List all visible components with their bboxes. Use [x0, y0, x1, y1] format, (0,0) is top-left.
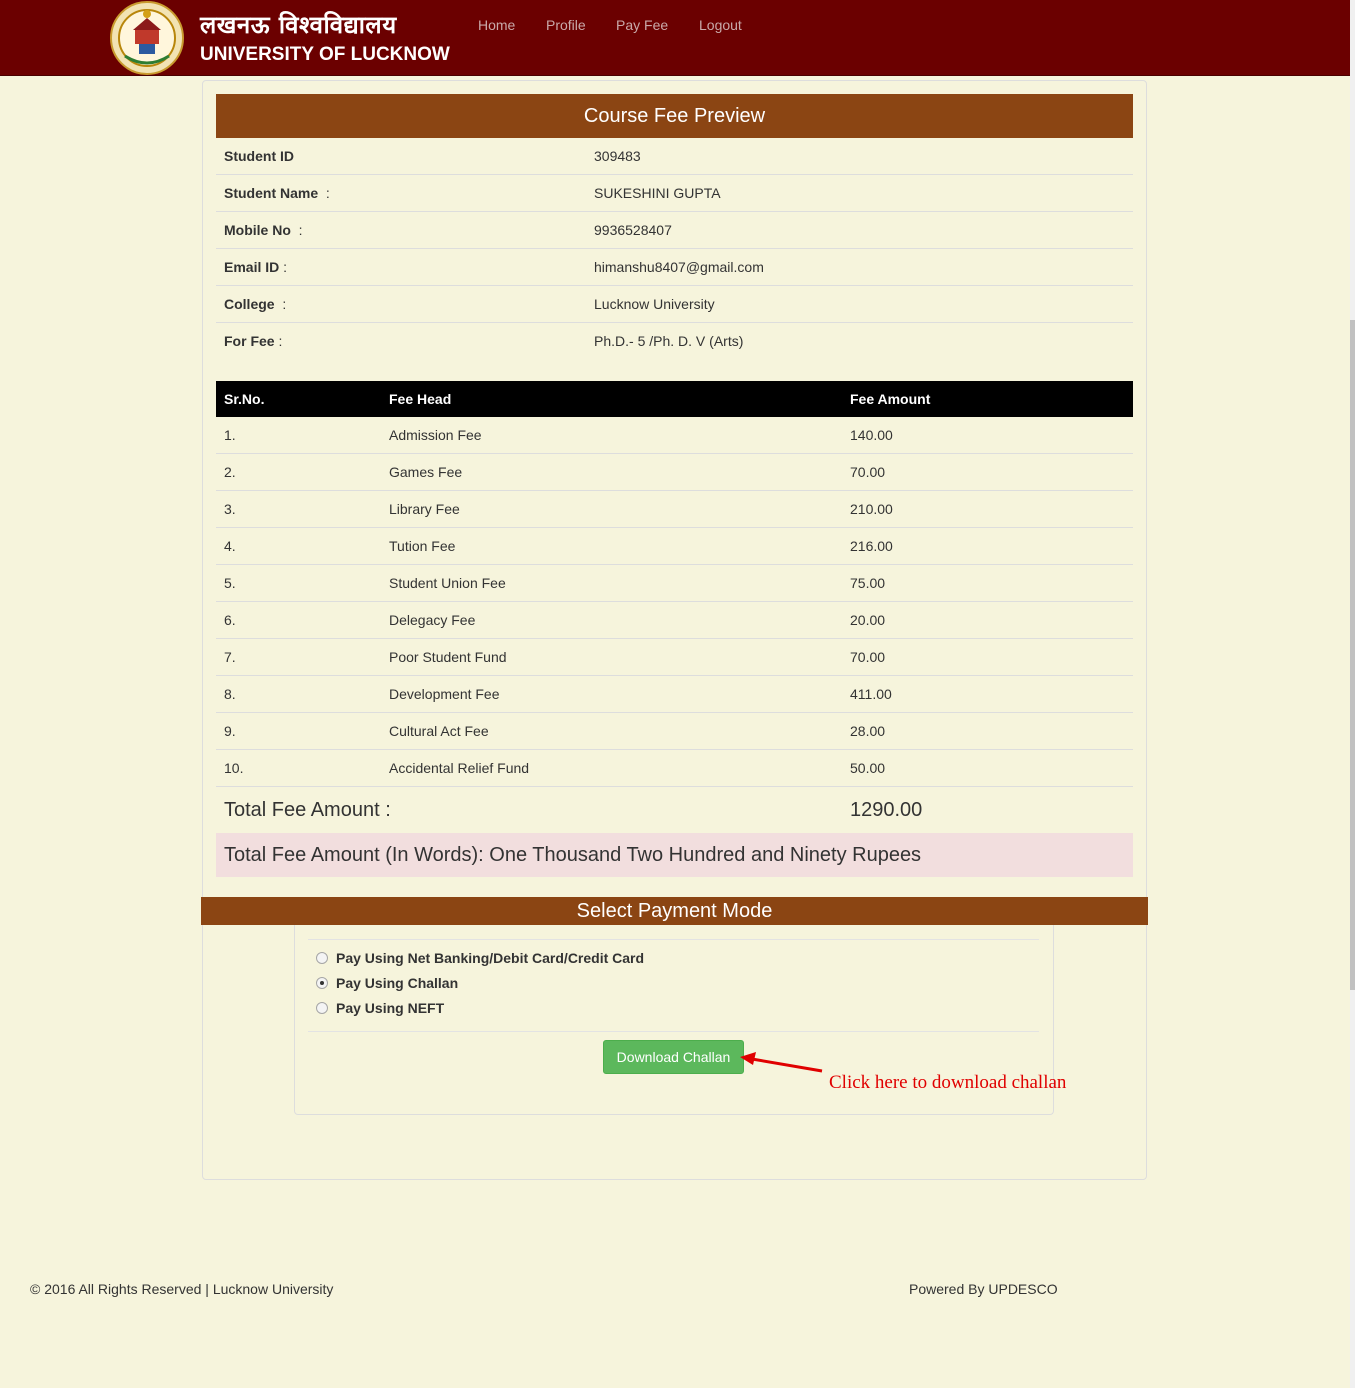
table-row [216, 417, 1133, 454]
table-row [216, 602, 1133, 639]
brand-hindi-title: लखनऊ विश्वविद्यालय [200, 11, 397, 39]
row-fee-amount: 411.00 [850, 686, 892, 702]
row-fee-head: Student Union Fee [389, 575, 506, 591]
row-fee-amount: 140.00 [850, 427, 893, 443]
select-payment-mode-title: Select Payment Mode [201, 897, 1148, 925]
info-label: For Fee [224, 333, 275, 349]
brand-english-title: UNIVERSITY OF LUCKNOW [200, 44, 450, 65]
info-value: Lucknow University [594, 296, 715, 312]
radio-challan[interactable] [316, 977, 328, 989]
row-fee-amount: 70.00 [850, 464, 886, 480]
top-navbar [0, 0, 1350, 76]
info-label: Mobile No [224, 222, 291, 238]
info-row-student-name [216, 175, 1133, 212]
info-row-mobile [216, 212, 1133, 249]
row-sr: 2. [224, 464, 236, 480]
info-value: 9936528407 [594, 222, 672, 238]
row-fee-head: Library Fee [389, 501, 460, 517]
nav-pay-fee[interactable]: Pay Fee [616, 17, 669, 33]
row-fee-amount: 75.00 [850, 575, 886, 591]
header-fee-head: Fee Head [389, 391, 452, 407]
row-sr: 7. [224, 649, 236, 665]
table-row [216, 713, 1133, 750]
table-row [216, 639, 1133, 676]
row-fee-head: Tution Fee [389, 538, 456, 554]
nav-home[interactable]: Home [478, 17, 516, 33]
divider [308, 1031, 1039, 1032]
info-separator: : [279, 259, 288, 275]
info-separator: : [274, 333, 283, 349]
row-fee-amount: 20.00 [850, 612, 886, 628]
total-fee-in-words [216, 833, 1133, 877]
fee-table-header [216, 381, 1133, 417]
row-fee-head: Delegacy Fee [389, 612, 476, 628]
info-row-email [216, 249, 1133, 286]
info-label: Student ID [224, 148, 294, 164]
radio-label[interactable]: Pay Using NEFT [336, 1000, 445, 1016]
row-fee-amount: 28.00 [850, 723, 886, 739]
nav-logout[interactable]: Logout [699, 17, 742, 33]
radio-neft[interactable] [316, 1002, 328, 1014]
radio-label[interactable]: Pay Using Challan [336, 975, 459, 991]
page-scrollbar[interactable] [1350, 0, 1355, 1388]
info-row-for-fee [216, 323, 1133, 360]
info-value: 309483 [594, 148, 641, 164]
row-fee-head: Poor Student Fund [389, 649, 507, 665]
info-label: College [224, 296, 275, 312]
row-fee-head: Cultural Act Fee [389, 723, 489, 739]
download-challan-button[interactable]: Download Challan [603, 1040, 744, 1074]
course-fee-preview-title: Course Fee Preview [216, 94, 1133, 138]
info-value: himanshu8407@gmail.com [594, 259, 764, 275]
row-sr: 9. [224, 723, 236, 739]
scrollbar-thumb[interactable] [1350, 320, 1355, 990]
row-fee-amount: 50.00 [850, 760, 886, 776]
info-separator: : [274, 296, 287, 312]
footer-powered-by: Powered By UPDESCO [909, 1281, 1058, 1297]
total-fee-label: Total Fee Amount : [224, 799, 391, 821]
info-value: SUKESHINI GUPTA [594, 185, 721, 201]
row-fee-head: Games Fee [389, 464, 463, 480]
total-fee-words-text: Total Fee Amount (In Words): One Thousand Two Hundred and Ninety Rupees [224, 844, 922, 866]
info-row-student-id [216, 138, 1133, 175]
row-sr: 6. [224, 612, 236, 628]
row-fee-head: Admission Fee [389, 427, 482, 443]
row-fee-amount: 210.00 [850, 501, 893, 517]
table-row [216, 676, 1133, 713]
footer-copyright: © 2016 All Rights Reserved | Lucknow University [30, 1281, 334, 1297]
university-crest-icon [105, 0, 189, 76]
table-row [216, 750, 1133, 787]
info-row-college [216, 286, 1133, 323]
annotation-text: Click here to download challan [829, 1072, 1067, 1093]
radio-label[interactable]: Pay Using Net Banking/Debit Card/Credit Card [336, 950, 645, 966]
row-sr: 8. [224, 686, 236, 702]
table-row [216, 565, 1133, 602]
info-separator: : [318, 185, 330, 201]
header-sr-no: Sr.No. [224, 391, 265, 407]
row-fee-amount: 70.00 [850, 649, 886, 665]
header-fee-amount: Fee Amount [850, 391, 931, 407]
row-sr: 10. [224, 760, 244, 776]
table-row [216, 491, 1133, 528]
table-row [216, 454, 1133, 491]
row-sr: 1. [224, 427, 236, 443]
annotation-arrow-icon [738, 1050, 828, 1080]
row-fee-head: Accidental Relief Fund [389, 760, 530, 776]
info-label: Student Name [224, 185, 319, 201]
info-value: Ph.D.- 5 /Ph. D. V (Arts) [594, 333, 744, 349]
table-row [216, 528, 1133, 565]
radio-netbanking[interactable] [316, 952, 328, 964]
row-sr: 4. [224, 538, 236, 554]
row-sr: 5. [224, 575, 236, 591]
info-separator: : [290, 222, 303, 238]
info-label: Email ID [224, 259, 280, 275]
row-fee-amount: 216.00 [850, 538, 893, 554]
total-fee-value: 1290.00 [850, 799, 923, 821]
row-fee-head: Development Fee [389, 686, 500, 702]
row-sr: 3. [224, 501, 236, 517]
divider [308, 939, 1039, 940]
total-fee-row [216, 788, 1133, 833]
nav-profile[interactable]: Profile [546, 17, 586, 33]
